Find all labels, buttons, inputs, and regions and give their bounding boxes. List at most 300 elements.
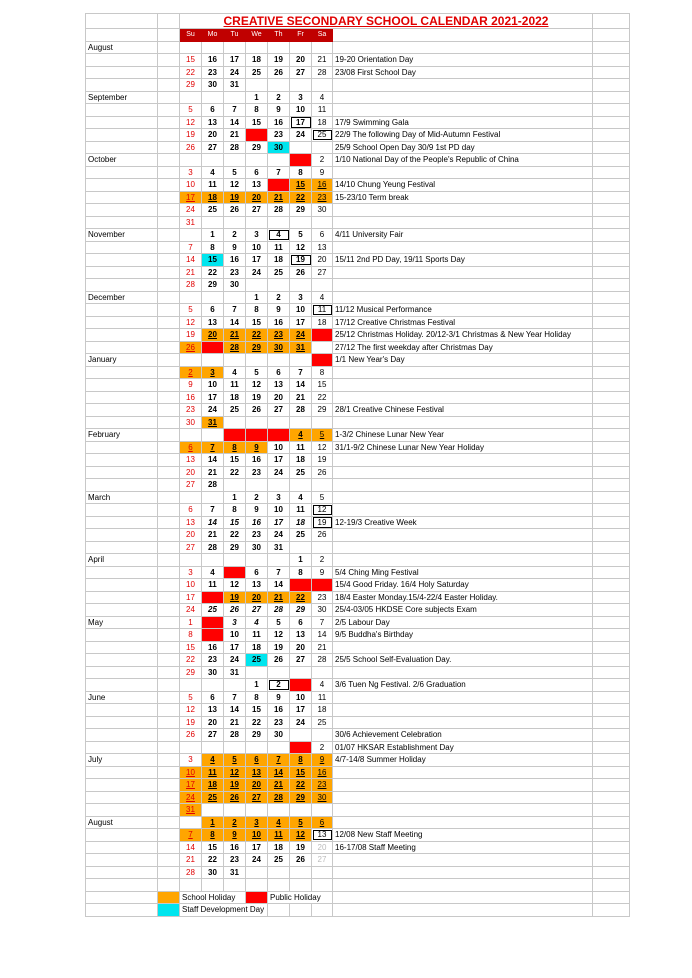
- day-cell: 14: [180, 841, 202, 854]
- day-cell: 9: [268, 691, 290, 704]
- event-note: 18/4 Easter Monday.15/4-22/4 Easter Holiday.: [333, 591, 593, 604]
- extra-cell: [593, 354, 630, 367]
- day-cell: 11: [224, 379, 246, 392]
- event-note: [333, 529, 593, 542]
- day-cell: 29: [202, 279, 224, 292]
- day-cell: 14: [224, 316, 246, 329]
- day-cell: 26: [180, 141, 202, 154]
- day-cell: 19: [312, 454, 333, 467]
- day-cell: [246, 416, 268, 429]
- month-label: [86, 454, 158, 467]
- spacer-cell: [158, 554, 180, 567]
- day-cell: [180, 491, 202, 504]
- header-blank: [158, 29, 180, 42]
- day-cell: [224, 741, 246, 754]
- day-cell: 27: [202, 729, 224, 742]
- extra-cell: [593, 554, 630, 567]
- day-cell: 31: [180, 216, 202, 229]
- event-note: 27/12 The first weekday after Christmas Day: [333, 341, 593, 354]
- day-cell: 27: [246, 204, 268, 217]
- day-cell: [224, 91, 246, 104]
- day-cell: 22: [290, 591, 312, 604]
- day-cell: 6: [312, 816, 333, 829]
- event-note: [333, 804, 593, 817]
- day-cell: 14: [268, 579, 290, 592]
- day-cell: 21: [180, 266, 202, 279]
- day-cell: [224, 479, 246, 492]
- event-note: [333, 79, 593, 92]
- day-cell: [290, 729, 312, 742]
- week-row: [86, 541, 630, 554]
- day-cell: 16: [268, 116, 290, 129]
- day-cell: 30: [180, 416, 202, 429]
- day-cell: 31: [180, 804, 202, 817]
- day-cell: 22: [180, 66, 202, 79]
- day-cell: 14: [202, 516, 224, 529]
- extra-cell: [593, 404, 630, 417]
- day-cell: 29: [246, 341, 268, 354]
- day-cell: 21: [268, 779, 290, 792]
- spacer-cell: [158, 691, 180, 704]
- day-cell: 4: [312, 91, 333, 104]
- day-cell: [224, 554, 246, 567]
- day-cell: [312, 216, 333, 229]
- month-label: [86, 191, 158, 204]
- day-cell: 6: [246, 754, 268, 767]
- day-cell: [268, 279, 290, 292]
- day-cell: [224, 291, 246, 304]
- day-cell: 20: [180, 529, 202, 542]
- event-note: [333, 204, 593, 217]
- day-cell: 29: [246, 729, 268, 742]
- day-cell: 11: [246, 629, 268, 642]
- legend-row: [86, 891, 630, 904]
- month-label: [86, 204, 158, 217]
- day-cell: 30: [312, 204, 333, 217]
- event-note: [333, 466, 593, 479]
- extra-cell: [593, 454, 630, 467]
- day-cell: [202, 216, 224, 229]
- day-cell: 13: [202, 316, 224, 329]
- month-label: [86, 529, 158, 542]
- month-label: [86, 316, 158, 329]
- day-cell: 16: [202, 54, 224, 67]
- day-cell: 25: [312, 716, 333, 729]
- day-cell: 22: [180, 654, 202, 667]
- day-cell: [224, 154, 246, 167]
- day-cell: 11: [202, 179, 224, 192]
- day-cell: 18: [290, 516, 312, 529]
- extra-cell: [593, 291, 630, 304]
- month-label: [86, 716, 158, 729]
- week-row: [86, 504, 630, 517]
- day-cell: 8: [246, 304, 268, 317]
- spacer-cell: [158, 754, 180, 767]
- spacer-cell: [158, 666, 180, 679]
- extra-cell: [593, 91, 630, 104]
- day-cell: 26: [180, 729, 202, 742]
- event-note: 9/5 Buddha's Birthday: [333, 629, 593, 642]
- day-cell: [202, 679, 224, 692]
- day-cell: 28: [268, 204, 290, 217]
- extra-cell: [593, 729, 630, 742]
- day-cell: 5: [312, 429, 333, 442]
- spacer-cell: [158, 441, 180, 454]
- day-cell: [290, 141, 312, 154]
- week-row: [86, 516, 630, 529]
- weekday-header: Mo: [202, 29, 224, 42]
- extra-cell: [593, 754, 630, 767]
- day-cell: 26: [290, 854, 312, 867]
- day-cell: 12: [224, 179, 246, 192]
- corner-cell: [158, 14, 180, 29]
- day-cell: 8: [290, 754, 312, 767]
- day-cell: 21: [312, 641, 333, 654]
- day-cell: 19: [180, 329, 202, 342]
- event-note: [333, 541, 593, 554]
- spacer-cell: [158, 791, 180, 804]
- day-cell: 3: [246, 816, 268, 829]
- day-cell: 18: [202, 779, 224, 792]
- day-cell: 17: [246, 841, 268, 854]
- day-cell: [202, 741, 224, 754]
- day-cell: 3: [180, 566, 202, 579]
- day-cell: [312, 341, 333, 354]
- day-cell: 28: [224, 141, 246, 154]
- month-label: [86, 179, 158, 192]
- day-cell: 30: [312, 604, 333, 617]
- week-row: [86, 104, 630, 117]
- month-label: August: [86, 816, 158, 829]
- day-cell: 18: [246, 641, 268, 654]
- day-cell: 15: [246, 316, 268, 329]
- day-cell: 7: [180, 829, 202, 842]
- day-cell: 22: [224, 466, 246, 479]
- day-cell: 31: [202, 416, 224, 429]
- day-cell: [268, 416, 290, 429]
- extra-cell: [593, 304, 630, 317]
- extra-cell: [593, 841, 630, 854]
- event-note: [333, 391, 593, 404]
- month-label: [86, 666, 158, 679]
- day-cell: 4: [290, 491, 312, 504]
- day-cell: 16: [246, 454, 268, 467]
- spacer-cell: [158, 854, 180, 867]
- day-cell: 25: [268, 854, 290, 867]
- day-cell: 19: [290, 254, 312, 267]
- day-cell: 20: [202, 129, 224, 142]
- day-cell: 12: [224, 579, 246, 592]
- month-label: [86, 829, 158, 842]
- day-cell: 6: [246, 566, 268, 579]
- day-cell: 21: [202, 529, 224, 542]
- day-cell: [312, 804, 333, 817]
- spacer-cell: [158, 391, 180, 404]
- month-label: May: [86, 616, 158, 629]
- day-cell: 9: [246, 504, 268, 517]
- week-row: [86, 316, 630, 329]
- day-cell: [312, 666, 333, 679]
- extra-cell: [593, 254, 630, 267]
- day-cell: 21: [312, 54, 333, 67]
- day-cell: 13: [180, 516, 202, 529]
- day-cell: 19: [268, 54, 290, 67]
- day-cell: 9: [202, 629, 224, 642]
- day-cell: 1: [290, 554, 312, 567]
- day-cell: 16: [224, 841, 246, 854]
- day-cell: 3: [224, 616, 246, 629]
- day-cell: 5: [290, 229, 312, 242]
- day-cell: [246, 741, 268, 754]
- header-blank: [593, 29, 630, 42]
- day-cell: 30: [224, 279, 246, 292]
- day-cell: 6: [202, 104, 224, 117]
- month-label: December: [86, 291, 158, 304]
- day-cell: 21: [180, 854, 202, 867]
- month-label: [86, 729, 158, 742]
- day-cell: 10: [224, 629, 246, 642]
- day-cell: [224, 416, 246, 429]
- day-cell: 30: [202, 79, 224, 92]
- month-label: [86, 279, 158, 292]
- day-cell: 11: [312, 304, 333, 317]
- event-note: [333, 241, 593, 254]
- week-row: [86, 141, 630, 154]
- day-cell: 19: [290, 841, 312, 854]
- day-cell: 31: [290, 341, 312, 354]
- day-cell: 2: [312, 154, 333, 167]
- header-blank: [333, 29, 593, 42]
- weekday-header: Fr: [290, 29, 312, 42]
- week-row: [86, 116, 630, 129]
- extra-cell: [593, 179, 630, 192]
- day-cell: 26: [312, 529, 333, 542]
- spacer-cell: [158, 816, 180, 829]
- day-cell: 23: [312, 591, 333, 604]
- week-row: [86, 341, 630, 354]
- extra-cell: [593, 691, 630, 704]
- event-note: [333, 366, 593, 379]
- month-label: [86, 341, 158, 354]
- week-row: [86, 404, 630, 417]
- month-label: July: [86, 754, 158, 767]
- month-label: [86, 641, 158, 654]
- day-cell: 18: [202, 191, 224, 204]
- day-cell: 3: [180, 166, 202, 179]
- day-cell: 24: [246, 266, 268, 279]
- day-cell: 5: [268, 616, 290, 629]
- extra-cell: [593, 541, 630, 554]
- spacer-cell: [158, 579, 180, 592]
- day-cell: 10: [290, 304, 312, 317]
- spacer-cell: [158, 191, 180, 204]
- day-cell: 12: [290, 829, 312, 842]
- day-cell: 29: [224, 541, 246, 554]
- day-cell: 28: [224, 729, 246, 742]
- day-cell: 18: [312, 316, 333, 329]
- extra-cell: [593, 579, 630, 592]
- spacer-cell: [158, 291, 180, 304]
- extra-cell: [593, 779, 630, 792]
- event-note: [333, 479, 593, 492]
- event-note: 2/5 Labour Day: [333, 616, 593, 629]
- event-note: [333, 766, 593, 779]
- day-cell: [268, 804, 290, 817]
- day-cell: 30: [268, 729, 290, 742]
- day-cell: 8: [202, 241, 224, 254]
- week-row: [86, 166, 630, 179]
- day-cell: [246, 866, 268, 879]
- extra-cell: [593, 716, 630, 729]
- day-cell: 20: [268, 391, 290, 404]
- day-cell: 27: [312, 854, 333, 867]
- day-cell: [180, 816, 202, 829]
- day-cell: 4: [246, 616, 268, 629]
- spacer-cell: [158, 229, 180, 242]
- extra-cell: [593, 766, 630, 779]
- event-note: [333, 866, 593, 879]
- day-cell: 12: [246, 379, 268, 392]
- extra-cell: [593, 466, 630, 479]
- legend-blank: [333, 891, 593, 904]
- day-cell: 10: [290, 691, 312, 704]
- day-cell: 29: [290, 604, 312, 617]
- day-cell: 25: [202, 791, 224, 804]
- day-cell: 3: [290, 291, 312, 304]
- day-cell: [268, 866, 290, 879]
- event-note: [333, 216, 593, 229]
- day-cell: 27: [246, 791, 268, 804]
- day-cell: 25: [224, 404, 246, 417]
- legend-row: [86, 904, 630, 917]
- day-cell: 21: [268, 591, 290, 604]
- event-note: 4/11 University Fair: [333, 229, 593, 242]
- week-row: [86, 79, 630, 92]
- day-cell: 24: [290, 129, 312, 142]
- day-cell: 30: [268, 141, 290, 154]
- day-cell: 28: [312, 66, 333, 79]
- day-cell: 23: [268, 716, 290, 729]
- month-label: [86, 654, 158, 667]
- spacer-cell: [158, 491, 180, 504]
- day-cell: 23: [224, 266, 246, 279]
- day-cell: 5: [180, 304, 202, 317]
- day-cell: 15: [224, 516, 246, 529]
- event-note: 15/11 2nd PD Day, 19/11 Sports Day: [333, 254, 593, 267]
- event-note: 17/12 Creative Christmas Festival: [333, 316, 593, 329]
- month-label: June: [86, 691, 158, 704]
- day-cell: [202, 291, 224, 304]
- day-cell: [290, 279, 312, 292]
- day-cell: 24: [202, 404, 224, 417]
- day-cell: 21: [224, 716, 246, 729]
- school-holiday-swatch: [158, 891, 180, 904]
- month-label: [86, 379, 158, 392]
- day-cell: 25: [290, 529, 312, 542]
- day-cell: 21: [224, 329, 246, 342]
- day-cell: 22: [202, 854, 224, 867]
- spacer-cell: [158, 154, 180, 167]
- month-label: [86, 504, 158, 517]
- day-cell: 17: [180, 779, 202, 792]
- day-cell: 12: [180, 704, 202, 717]
- day-cell: 7: [268, 754, 290, 767]
- week-row: [86, 641, 630, 654]
- spacer-cell: [158, 504, 180, 517]
- day-cell: 13: [202, 116, 224, 129]
- extra-cell: [593, 791, 630, 804]
- day-cell: 23: [224, 854, 246, 867]
- day-cell: 7: [312, 616, 333, 629]
- spacer-cell: [158, 566, 180, 579]
- day-cell: 10: [180, 579, 202, 592]
- day-cell: 2: [202, 616, 224, 629]
- day-cell: [180, 354, 202, 367]
- week-row: [86, 654, 630, 667]
- month-label: [86, 129, 158, 142]
- week-row: [86, 691, 630, 704]
- day-cell: 1: [180, 616, 202, 629]
- day-cell: 27: [290, 654, 312, 667]
- day-cell: [246, 479, 268, 492]
- day-cell: [202, 554, 224, 567]
- day-cell: 14: [180, 254, 202, 267]
- day-cell: 24: [290, 329, 312, 342]
- day-cell: 24: [268, 466, 290, 479]
- spacer-cell: [158, 729, 180, 742]
- spacer-cell: [158, 304, 180, 317]
- week-row: [86, 754, 630, 767]
- event-note: [333, 279, 593, 292]
- extra-cell: [593, 529, 630, 542]
- spacer-cell: [158, 604, 180, 617]
- month-label: [86, 604, 158, 617]
- spacer-cell: [158, 129, 180, 142]
- day-cell: 26: [224, 604, 246, 617]
- day-cell: [290, 79, 312, 92]
- month-label: [86, 479, 158, 492]
- spacer-cell: [158, 379, 180, 392]
- spacer-cell: [158, 829, 180, 842]
- spacer-cell: [158, 704, 180, 717]
- day-cell: 9: [224, 829, 246, 842]
- day-cell: 27: [312, 266, 333, 279]
- month-label: March: [86, 491, 158, 504]
- day-cell: 1: [202, 816, 224, 829]
- extra-cell: [593, 279, 630, 292]
- day-cell: 1: [290, 741, 312, 754]
- day-cell: 22: [224, 529, 246, 542]
- day-cell: 3: [290, 679, 312, 692]
- day-cell: 26: [290, 266, 312, 279]
- week-row: [86, 366, 630, 379]
- month-label: [86, 366, 158, 379]
- day-cell: 20: [290, 641, 312, 654]
- week-row: [86, 379, 630, 392]
- month-label: October: [86, 154, 158, 167]
- day-cell: 12: [312, 504, 333, 517]
- day-cell: 8: [224, 441, 246, 454]
- extra-cell: [593, 79, 630, 92]
- day-cell: 14: [224, 116, 246, 129]
- week-row: [86, 441, 630, 454]
- legend-blank: [86, 891, 158, 904]
- spacer-cell: [158, 341, 180, 354]
- day-cell: 4: [312, 679, 333, 692]
- day-cell: 7: [290, 366, 312, 379]
- day-cell: 4: [268, 229, 290, 242]
- week-row: [86, 766, 630, 779]
